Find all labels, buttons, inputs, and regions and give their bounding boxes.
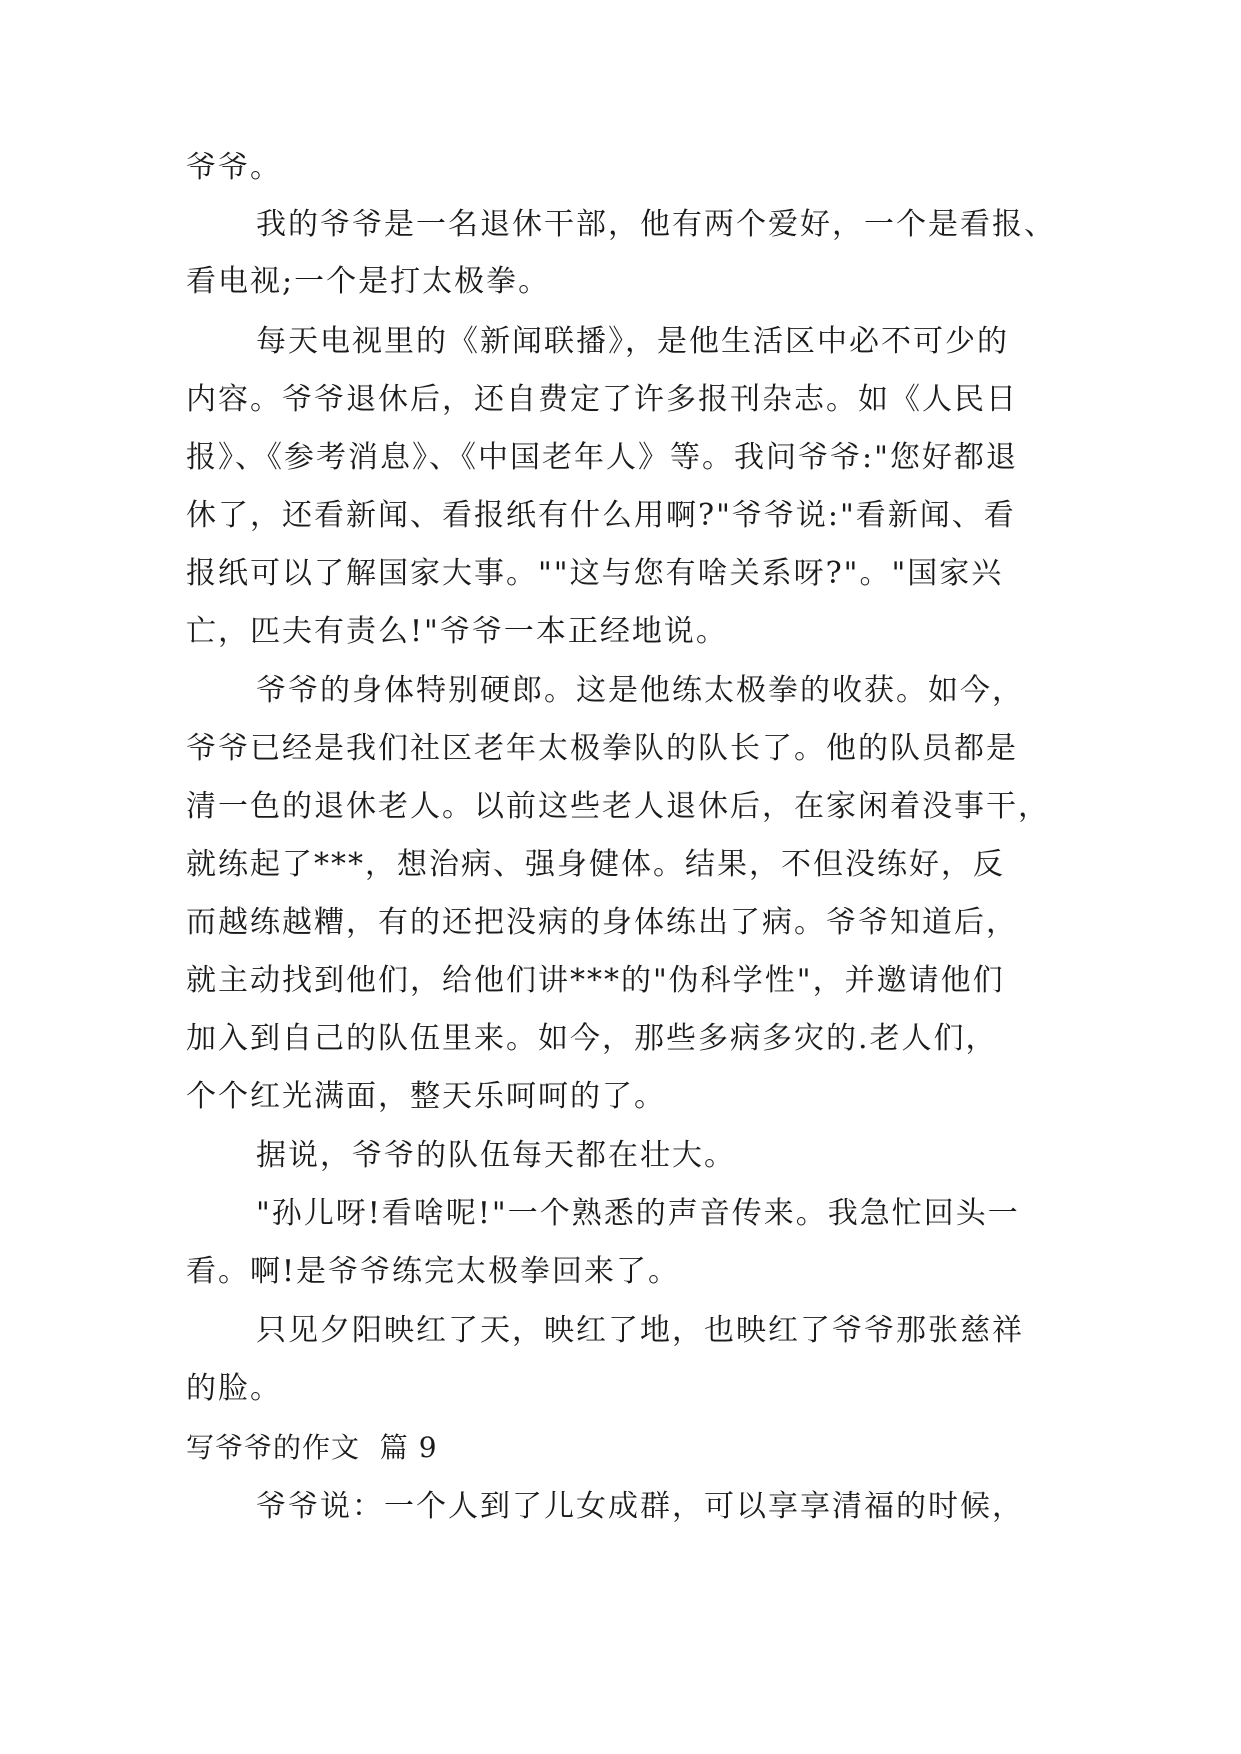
text-line: 个个红光满面，整天乐呵呵的了。 [186,1079,666,1114]
text-line: 清一色的退休老人。以前这些老人退休后，在家闲着没事干， [186,789,1050,824]
text-line: 亡，匹夫有责么!"爷爷一本正经地说。 [186,614,728,649]
paragraph-first-line: "孙儿呀!看啥呢!"一个熟悉的声音传来。我急忙回头一 [256,1196,1020,1231]
paragraph-first-line: 爷爷的身体特别硬郎。这是他练太极拳的收获。如今， [256,673,1024,708]
text-line: 内容。爷爷退休后，还自费定了许多报刊杂志。如《人民日 [186,382,1018,417]
paragraph-first-line: 爷爷说：一个人到了儿女成群，可以享享清福的时候， [256,1489,1024,1524]
text-line: 加入到自己的队伍里来。如今，那些多病多灾的.老人们， [186,1021,998,1056]
paragraph-first-line: 每天电视里的《新闻联播》，是他生活区中必不可少的 [256,324,1009,359]
text-line: 报》、《参考消息》、《中国老年人》等。我问爷爷:"您好都退 [186,440,1018,475]
paragraph-first-line: 只见夕阳映红了天，映红了地，也映红了爷爷那张慈祥 [256,1313,1024,1348]
text-line: 爷爷。 [186,150,282,185]
text-line: 就练起了***，想治病、强身健体。结果，不但没练好，反 [186,847,1005,882]
paragraph-first-line: 我的爷爷是一名退休干部，他有两个爱好，一个是看报、 [256,207,1056,242]
text-line: 看电视;一个是打太极拳。 [186,264,551,299]
section-heading: 写爷爷的作文 篇 9 [186,1431,438,1464]
paragraph-first-line: 据说，爷爷的队伍每天都在壮大。 [256,1138,736,1173]
text-line: 爷爷已经是我们社区老年太极拳队的队长了。他的队员都是 [186,731,1018,766]
text-line: 休了，还看新闻、看报纸有什么用啊?"爷爷说:"看新闻、看 [186,498,1016,533]
text-line: 报纸可以了解国家大事。""这与您有啥关系呀?"。"国家兴 [186,556,1004,591]
text-line: 看。啊!是爷爷练完太极拳回来了。 [186,1254,681,1289]
text-line: 而越练越糟，有的还把没病的身体练出了病。爷爷知道后， [186,905,1018,940]
text-line: 就主动找到他们，给他们讲***的"伪科学性"，并邀请他们 [186,963,1005,998]
text-line: 的脸。 [186,1371,282,1406]
